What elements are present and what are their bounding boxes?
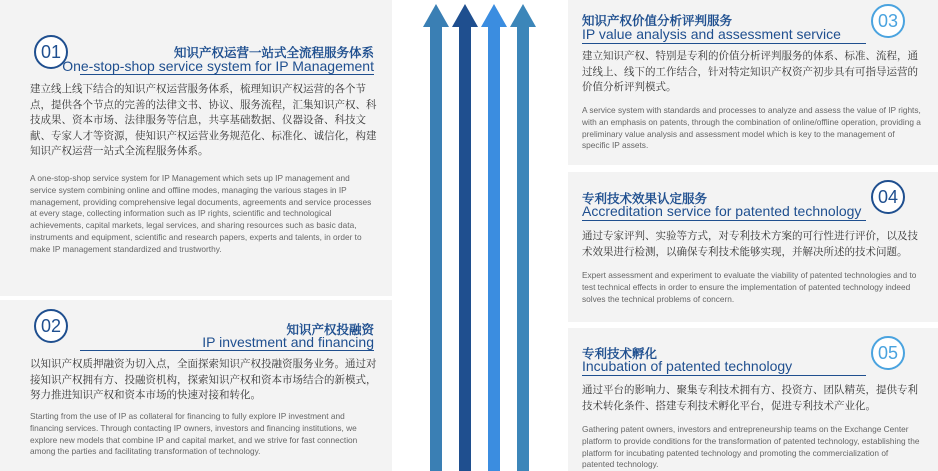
- section-body-cn-03: 建立知识产权、特别是专利的价值分析评判服务的体系、标准、流程，通过线上、线下的工作结合，针对特定知识产权资产初步具有可指导运营的价值分析评判模式。: [582, 50, 918, 93]
- arrow-up-icon: [510, 4, 536, 471]
- section-title-cn-05: 专利技术孵化: [582, 346, 658, 361]
- section-title-cn-02: 知识产权投融资: [286, 322, 374, 337]
- arrow-up-icon: [452, 4, 478, 471]
- section-rule-05: [582, 375, 866, 376]
- section-title-cn-04: 专利技术效果认定服务: [582, 191, 708, 206]
- section-body-en-02: Starting from the use of IP as collateral for financing to fully explore IP investment and financing services. Through contacting IP owners, investors and financing institutions, we explore new models that combine IP and capital market, and we strive for fast connection among the parties and facilitating transformation of technology.: [30, 411, 358, 457]
- section-body-en-05: Gathering patent owners, investors and entrepreneurship teams on the Exchange Center platform to provide conditions for the transformation of patented technology, establishing the platform for incubating patented technology and promoting the commercialization of patented technology.: [582, 424, 920, 470]
- section-rule-04: [582, 220, 866, 221]
- section-title-cn-01: 知识产权运营一站式全流程服务体系: [173, 45, 374, 60]
- section-title-en-04: Accreditation service for patented technology: [582, 203, 862, 219]
- section-number-04: 04: [871, 180, 905, 214]
- section-rule-01: [80, 74, 374, 75]
- section-body-cn-01: 建立线上线下结合的知识产权运营服务体系，梳理知识产权运营的各个节点，提供各个节点的完善的法律文书、协议、服务流程，汇集知识产权、科技成果、资本市场、法律服务等信息，共享基础数据、仪器设备、科技文献、专家人才等资源，使知识产权运营业务规范化、标准化、诚信化，构建知识产权运营一站式全流程服务体系。: [30, 83, 377, 157]
- section-body-cn-05: 通过平台的影响力、聚集专利技术拥有方、投资方、团队精英，提供专利技术转化条件、搭建专利技术孵化平台，促进专利技术产业化。: [582, 384, 918, 412]
- section-title-cn-03: 知识产权价值分析评判服务: [582, 13, 733, 28]
- section-body-en-01: A one-stop-shop service system for IP Management which sets up IP management and service system combining online and offline modes, managing the various stages in IP management, providing comprehensive legal documents, agreements and service processes at every stage, collecting information such as IP rights, scientific and technological achievements, capital markets, legal services, and sharing resources such as basic data, instruments and equipment, scientific and research papers, experts and talents, in order to make IP management standardized and trustworthy.: [30, 173, 372, 254]
- section-number-02: 02: [34, 309, 68, 343]
- arrow-up-icon: [481, 4, 507, 471]
- section-rule-02: [80, 350, 374, 351]
- section-body-cn-02: 以知识产权质押融资为切入点，全面探索知识产权投融资服务业务。通过对接知识产权拥有方、投融资机构，探索知识产权和资本市场结合的新模式，努力推进知识产权和资本市场的快速对接和转化。: [30, 358, 377, 401]
- section-title-en-01: One-stop-shop service system for IP Management: [62, 58, 374, 74]
- section-body-en-03: A service system with standards and processes to analyze and assess the value of IP rights, with an emphasis on patents, through the combination of online/offline operation, providing a preliminary value analysis and assessment model which is key to the management of specific IP assets.: [582, 105, 921, 151]
- section-number-03: 03: [871, 4, 905, 38]
- section-title-en-02: IP investment and financing: [202, 334, 374, 350]
- upward-arrows-graphic: [420, 0, 545, 471]
- section-body-cn-04: 通过专家评判、实验等方式，对专利技术方案的可行性进行评价，以及技术效果进行检测，以确保专利技术能够实现，并解决所述的技术问题。: [582, 230, 918, 258]
- section-body-en-04: Expert assessment and experiment to evaluate the viability of patented technologies and to test technical effects in order to ensure the implementation of patented technology indeed solves the technical problems of concern.: [582, 270, 917, 304]
- section-title-en-03: IP value analysis and assessment service: [582, 26, 841, 42]
- section-number-01: 01: [34, 35, 68, 69]
- arrow-up-icon: [423, 4, 449, 471]
- section-number-05: 05: [871, 336, 905, 370]
- section-rule-03: [582, 43, 866, 44]
- section-title-en-05: Incubation of patented technology: [582, 358, 793, 374]
